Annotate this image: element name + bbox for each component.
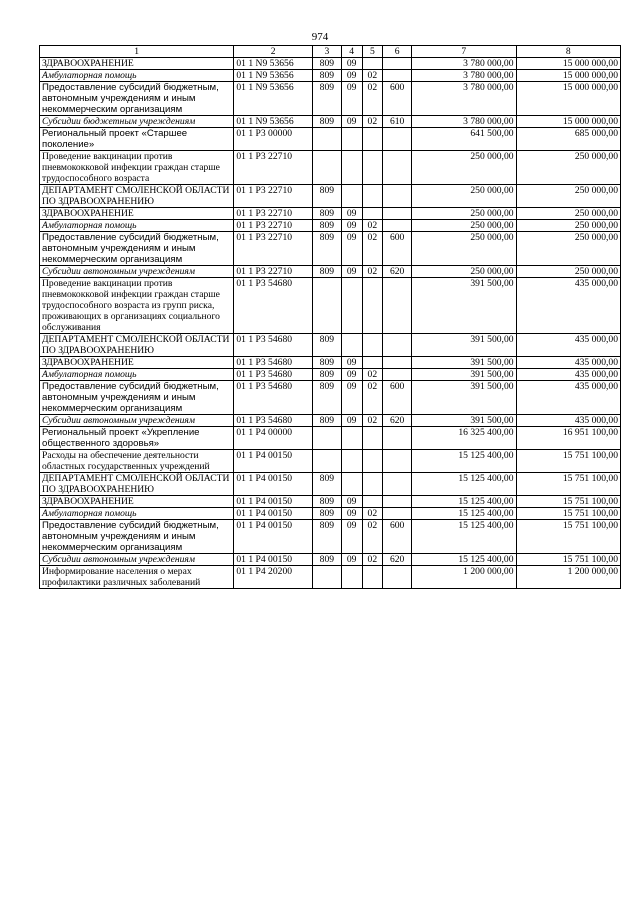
- amount-year1-cell: 15 125 400,00: [412, 520, 516, 554]
- amount-year2-cell: 435 000,00: [516, 334, 620, 357]
- budget-table: [39, 45, 621, 589]
- header-cell: 8: [516, 46, 620, 58]
- item-name-cell: ЗДРАВООХРАНЕНИЕ: [40, 357, 234, 369]
- ministry-code-cell: [312, 128, 341, 151]
- target-code-cell: 01 1 P3 54680: [234, 369, 313, 381]
- item-name-cell: Предоставление субсидий бюджетным, автономным учреждениям и иным некоммерческим организациям: [40, 232, 234, 266]
- table-row: [40, 427, 621, 450]
- target-code-cell: 01 1 P3 22710: [234, 208, 313, 220]
- expense-type-cell: [383, 58, 412, 70]
- table-row: [40, 369, 621, 381]
- amount-year1-cell: 3 780 000,00: [412, 58, 516, 70]
- amount-year2-cell: 15 751 100,00: [516, 496, 620, 508]
- item-name-cell: Амбулаторная помощь: [40, 508, 234, 520]
- ministry-code-cell: [312, 566, 341, 589]
- amount-year2-cell: 250 000,00: [516, 208, 620, 220]
- target-code-cell: 01 1 P4 00150: [234, 508, 313, 520]
- table-row: [40, 82, 621, 116]
- section-code-cell: 09: [341, 415, 362, 427]
- subsection-code-cell: 02: [362, 220, 383, 232]
- item-name-cell: Предоставление субсидий бюджетным, автономным учреждениям и иным некоммерческим организациям: [40, 82, 234, 116]
- ministry-code-cell: 809: [312, 415, 341, 427]
- amount-year1-cell: 3 780 000,00: [412, 82, 516, 116]
- ministry-code-cell: 809: [312, 82, 341, 116]
- table-row: [40, 357, 621, 369]
- subsection-code-cell: [362, 58, 383, 70]
- header-cell: 7: [412, 46, 516, 58]
- amount-year2-cell: 15 751 100,00: [516, 473, 620, 496]
- subsection-code-cell: 02: [362, 70, 383, 82]
- expense-type-cell: [383, 151, 412, 185]
- ministry-code-cell: 809: [312, 381, 341, 415]
- target-code-cell: 01 1 P3 22710: [234, 220, 313, 232]
- amount-year2-cell: 15 751 100,00: [516, 554, 620, 566]
- amount-year2-cell: 1 200 000,00: [516, 566, 620, 589]
- section-code-cell: 09: [341, 554, 362, 566]
- item-name-cell: Амбулаторная помощь: [40, 220, 234, 232]
- target-code-cell: 01 1 P4 00150: [234, 473, 313, 496]
- amount-year2-cell: 15 000 000,00: [516, 82, 620, 116]
- amount-year1-cell: 391 500,00: [412, 369, 516, 381]
- amount-year2-cell: 15 000 000,00: [516, 70, 620, 82]
- target-code-cell: 01 1 P3 54680: [234, 357, 313, 369]
- ministry-code-cell: 809: [312, 58, 341, 70]
- ministry-code-cell: 809: [312, 70, 341, 82]
- item-name-cell: Предоставление субсидий бюджетным, автономным учреждениям и иным некоммерческим организациям: [40, 381, 234, 415]
- item-name-cell: Субсидии автономным учреждениям: [40, 554, 234, 566]
- ministry-code-cell: 809: [312, 554, 341, 566]
- table-row: [40, 381, 621, 415]
- target-code-cell: 01 1 P3 22710: [234, 151, 313, 185]
- target-code-cell: 01 1 N9 53656: [234, 58, 313, 70]
- amount-year2-cell: 435 000,00: [516, 415, 620, 427]
- section-code-cell: [341, 427, 362, 450]
- item-name-cell: ДЕПАРТАМЕНТ СМОЛЕНСКОЙ ОБЛАСТИ ПО ЗДРАВООХРАНЕНИЮ: [40, 185, 234, 208]
- subsection-code-cell: [362, 473, 383, 496]
- section-code-cell: 09: [341, 232, 362, 266]
- table-row: [40, 473, 621, 496]
- amount-year1-cell: 391 500,00: [412, 415, 516, 427]
- expense-type-cell: [383, 369, 412, 381]
- amount-year1-cell: 3 780 000,00: [412, 70, 516, 82]
- expense-type-cell: 620: [383, 415, 412, 427]
- item-name-cell: Субсидии бюджетным учреждениям: [40, 116, 234, 128]
- section-code-cell: 09: [341, 381, 362, 415]
- amount-year1-cell: 15 125 400,00: [412, 473, 516, 496]
- expense-type-cell: [383, 70, 412, 82]
- subsection-code-cell: 02: [362, 415, 383, 427]
- target-code-cell: 01 1 P3 54680: [234, 415, 313, 427]
- ministry-code-cell: 809: [312, 508, 341, 520]
- expense-type-cell: [383, 508, 412, 520]
- amount-year2-cell: 15 751 100,00: [516, 450, 620, 473]
- table-row: [40, 496, 621, 508]
- ministry-code-cell: 809: [312, 220, 341, 232]
- item-name-cell: Региональный проект «Старшее поколение»: [40, 128, 234, 151]
- item-name-cell: ДЕПАРТАМЕНТ СМОЛЕНСКОЙ ОБЛАСТИ ПО ЗДРАВООХРАНЕНИЮ: [40, 473, 234, 496]
- item-name-cell: Амбулаторная помощь: [40, 70, 234, 82]
- amount-year2-cell: 435 000,00: [516, 278, 620, 334]
- section-code-cell: [341, 185, 362, 208]
- ministry-code-cell: 809: [312, 473, 341, 496]
- target-code-cell: 01 1 P3 54680: [234, 334, 313, 357]
- header-cell: 4: [341, 46, 362, 58]
- item-name-cell: Проведение вакцинации против пневмококковой инфекции граждан старше трудоспособного возраста из групп риска, проживающих в организациях социального обслуживания: [40, 278, 234, 334]
- table-row: [40, 70, 621, 82]
- subsection-code-cell: [362, 278, 383, 334]
- expense-type-cell: [383, 427, 412, 450]
- item-name-cell: Предоставление субсидий бюджетным, автономным учреждениям и иным некоммерческим организациям: [40, 520, 234, 554]
- subsection-code-cell: 02: [362, 266, 383, 278]
- table-row: [40, 220, 621, 232]
- amount-year1-cell: 391 500,00: [412, 334, 516, 357]
- subsection-code-cell: [362, 208, 383, 220]
- target-code-cell: 01 1 P3 54680: [234, 381, 313, 415]
- expense-type-cell: 620: [383, 266, 412, 278]
- amount-year1-cell: 15 125 400,00: [412, 554, 516, 566]
- expense-type-cell: 600: [383, 520, 412, 554]
- section-code-cell: 09: [341, 496, 362, 508]
- amount-year1-cell: 15 125 400,00: [412, 508, 516, 520]
- amount-year1-cell: 1 200 000,00: [412, 566, 516, 589]
- amount-year2-cell: 250 000,00: [516, 220, 620, 232]
- ministry-code-cell: 809: [312, 357, 341, 369]
- expense-type-cell: [383, 278, 412, 334]
- item-name-cell: Амбулаторная помощь: [40, 369, 234, 381]
- subsection-code-cell: 02: [362, 116, 383, 128]
- section-code-cell: 09: [341, 357, 362, 369]
- amount-year1-cell: 15 125 400,00: [412, 450, 516, 473]
- target-code-cell: 01 1 P3 54680: [234, 278, 313, 334]
- expense-type-cell: 600: [383, 232, 412, 266]
- table-row: [40, 520, 621, 554]
- table-row: [40, 116, 621, 128]
- expense-type-cell: 600: [383, 381, 412, 415]
- target-code-cell: 01 1 P4 00150: [234, 450, 313, 473]
- target-code-cell: 01 1 P3 00000: [234, 128, 313, 151]
- item-name-cell: Проведение вакцинации против пневмококковой инфекции граждан старше трудоспособного возраста: [40, 151, 234, 185]
- table-row: [40, 508, 621, 520]
- subsection-code-cell: [362, 151, 383, 185]
- subsection-code-cell: [362, 496, 383, 508]
- ministry-code-cell: 809: [312, 496, 341, 508]
- section-code-cell: [341, 473, 362, 496]
- amount-year1-cell: 250 000,00: [412, 208, 516, 220]
- section-code-cell: [341, 278, 362, 334]
- subsection-code-cell: 02: [362, 369, 383, 381]
- target-code-cell: 01 1 N9 53656: [234, 82, 313, 116]
- table-row: [40, 566, 621, 589]
- ministry-code-cell: [312, 450, 341, 473]
- section-code-cell: 09: [341, 520, 362, 554]
- amount-year1-cell: 250 000,00: [412, 220, 516, 232]
- item-name-cell: ЗДРАВООХРАНЕНИЕ: [40, 58, 234, 70]
- ministry-code-cell: 809: [312, 185, 341, 208]
- item-name-cell: ЗДРАВООХРАНЕНИЕ: [40, 208, 234, 220]
- expense-type-cell: [383, 208, 412, 220]
- amount-year1-cell: 250 000,00: [412, 151, 516, 185]
- subsection-code-cell: [362, 128, 383, 151]
- subsection-code-cell: [362, 450, 383, 473]
- amount-year2-cell: 435 000,00: [516, 369, 620, 381]
- section-code-cell: 09: [341, 82, 362, 116]
- target-code-cell: 01 1 P3 22710: [234, 185, 313, 208]
- subsection-code-cell: [362, 185, 383, 208]
- table-row: [40, 128, 621, 151]
- table-row: [40, 266, 621, 278]
- amount-year1-cell: 250 000,00: [412, 232, 516, 266]
- amount-year2-cell: 435 000,00: [516, 357, 620, 369]
- item-name-cell: Региональный проект «Укрепление общественного здоровья»: [40, 427, 234, 450]
- amount-year2-cell: 16 951 100,00: [516, 427, 620, 450]
- ministry-code-cell: 809: [312, 369, 341, 381]
- amount-year2-cell: 15 751 100,00: [516, 508, 620, 520]
- amount-year1-cell: 250 000,00: [412, 266, 516, 278]
- table-row: [40, 185, 621, 208]
- item-name-cell: ЗДРАВООХРАНЕНИЕ: [40, 496, 234, 508]
- section-code-cell: [341, 334, 362, 357]
- subsection-code-cell: [362, 427, 383, 450]
- expense-type-cell: 620: [383, 554, 412, 566]
- target-code-cell: 01 1 P3 22710: [234, 266, 313, 278]
- expense-type-cell: [383, 473, 412, 496]
- amount-year1-cell: 391 500,00: [412, 381, 516, 415]
- table-row: [40, 554, 621, 566]
- table-row: [40, 278, 621, 334]
- item-name-cell: Информирование населения о мерах профилактики различных заболеваний: [40, 566, 234, 589]
- table-row: [40, 232, 621, 266]
- amount-year2-cell: 15 000 000,00: [516, 116, 620, 128]
- amount-year2-cell: 435 000,00: [516, 381, 620, 415]
- table-row: [40, 58, 621, 70]
- amount-year2-cell: 250 000,00: [516, 266, 620, 278]
- header-cell: 2: [234, 46, 313, 58]
- subsection-code-cell: 02: [362, 554, 383, 566]
- target-code-cell: 01 1 P4 00150: [234, 496, 313, 508]
- item-name-cell: Расходы на обеспечение деятельности областных государственных учреждений: [40, 450, 234, 473]
- section-code-cell: 09: [341, 220, 362, 232]
- ministry-code-cell: 809: [312, 520, 341, 554]
- subsection-code-cell: 02: [362, 381, 383, 415]
- section-code-cell: 09: [341, 369, 362, 381]
- expense-type-cell: [383, 128, 412, 151]
- section-code-cell: 09: [341, 266, 362, 278]
- section-code-cell: [341, 566, 362, 589]
- amount-year1-cell: 16 325 400,00: [412, 427, 516, 450]
- header-cell: 5: [362, 46, 383, 58]
- header-cell: 1: [40, 46, 234, 58]
- table-row: [40, 450, 621, 473]
- amount-year2-cell: 250 000,00: [516, 185, 620, 208]
- ministry-code-cell: [312, 278, 341, 334]
- amount-year2-cell: 685 000,00: [516, 128, 620, 151]
- section-code-cell: 09: [341, 508, 362, 520]
- page-number: 974: [311, 31, 329, 43]
- expense-type-cell: [383, 450, 412, 473]
- ministry-code-cell: 809: [312, 334, 341, 357]
- subsection-code-cell: [362, 357, 383, 369]
- header-cell: 3: [312, 46, 341, 58]
- section-code-cell: 09: [341, 70, 362, 82]
- amount-year1-cell: 391 500,00: [412, 278, 516, 334]
- expense-type-cell: [383, 566, 412, 589]
- amount-year1-cell: 391 500,00: [412, 357, 516, 369]
- ministry-code-cell: 809: [312, 116, 341, 128]
- expense-type-cell: [383, 496, 412, 508]
- amount-year1-cell: 3 780 000,00: [412, 116, 516, 128]
- amount-year2-cell: 250 000,00: [516, 232, 620, 266]
- amount-year1-cell: 15 125 400,00: [412, 496, 516, 508]
- subsection-code-cell: [362, 566, 383, 589]
- table-row: [40, 151, 621, 185]
- subsection-code-cell: 02: [362, 508, 383, 520]
- table-row: [40, 208, 621, 220]
- header-cell: 6: [383, 46, 412, 58]
- ministry-code-cell: [312, 427, 341, 450]
- subsection-code-cell: [362, 334, 383, 357]
- target-code-cell: 01 1 P3 22710: [234, 232, 313, 266]
- table-body: [40, 58, 621, 589]
- section-code-cell: [341, 151, 362, 185]
- expense-type-cell: 600: [383, 82, 412, 116]
- target-code-cell: 01 1 P4 00000: [234, 427, 313, 450]
- item-name-cell: ДЕПАРТАМЕНТ СМОЛЕНСКОЙ ОБЛАСТИ ПО ЗДРАВООХРАНЕНИЮ: [40, 334, 234, 357]
- section-code-cell: 09: [341, 58, 362, 70]
- target-code-cell: 01 1 P4 00150: [234, 520, 313, 554]
- subsection-code-cell: 02: [362, 520, 383, 554]
- ministry-code-cell: 809: [312, 208, 341, 220]
- section-code-cell: [341, 450, 362, 473]
- amount-year2-cell: 15 000 000,00: [516, 58, 620, 70]
- expense-type-cell: [383, 357, 412, 369]
- amount-year2-cell: 250 000,00: [516, 151, 620, 185]
- section-code-cell: 09: [341, 208, 362, 220]
- expense-type-cell: 610: [383, 116, 412, 128]
- ministry-code-cell: 809: [312, 232, 341, 266]
- expense-type-cell: [383, 334, 412, 357]
- section-code-cell: [341, 128, 362, 151]
- table-row: [40, 334, 621, 357]
- amount-year2-cell: 15 751 100,00: [516, 520, 620, 554]
- table-row: [40, 415, 621, 427]
- amount-year1-cell: 641 500,00: [412, 128, 516, 151]
- expense-type-cell: [383, 185, 412, 208]
- ministry-code-cell: [312, 151, 341, 185]
- item-name-cell: Субсидии автономным учреждениям: [40, 266, 234, 278]
- target-code-cell: 01 1 P4 00150: [234, 554, 313, 566]
- amount-year1-cell: 250 000,00: [412, 185, 516, 208]
- section-code-cell: 09: [341, 116, 362, 128]
- subsection-code-cell: 02: [362, 82, 383, 116]
- target-code-cell: 01 1 N9 53656: [234, 70, 313, 82]
- target-code-cell: 01 1 P4 20200: [234, 566, 313, 589]
- expense-type-cell: [383, 220, 412, 232]
- subsection-code-cell: 02: [362, 232, 383, 266]
- ministry-code-cell: 809: [312, 266, 341, 278]
- item-name-cell: Субсидии автономным учреждениям: [40, 415, 234, 427]
- target-code-cell: 01 1 N9 53656: [234, 116, 313, 128]
- header-row: [40, 46, 621, 58]
